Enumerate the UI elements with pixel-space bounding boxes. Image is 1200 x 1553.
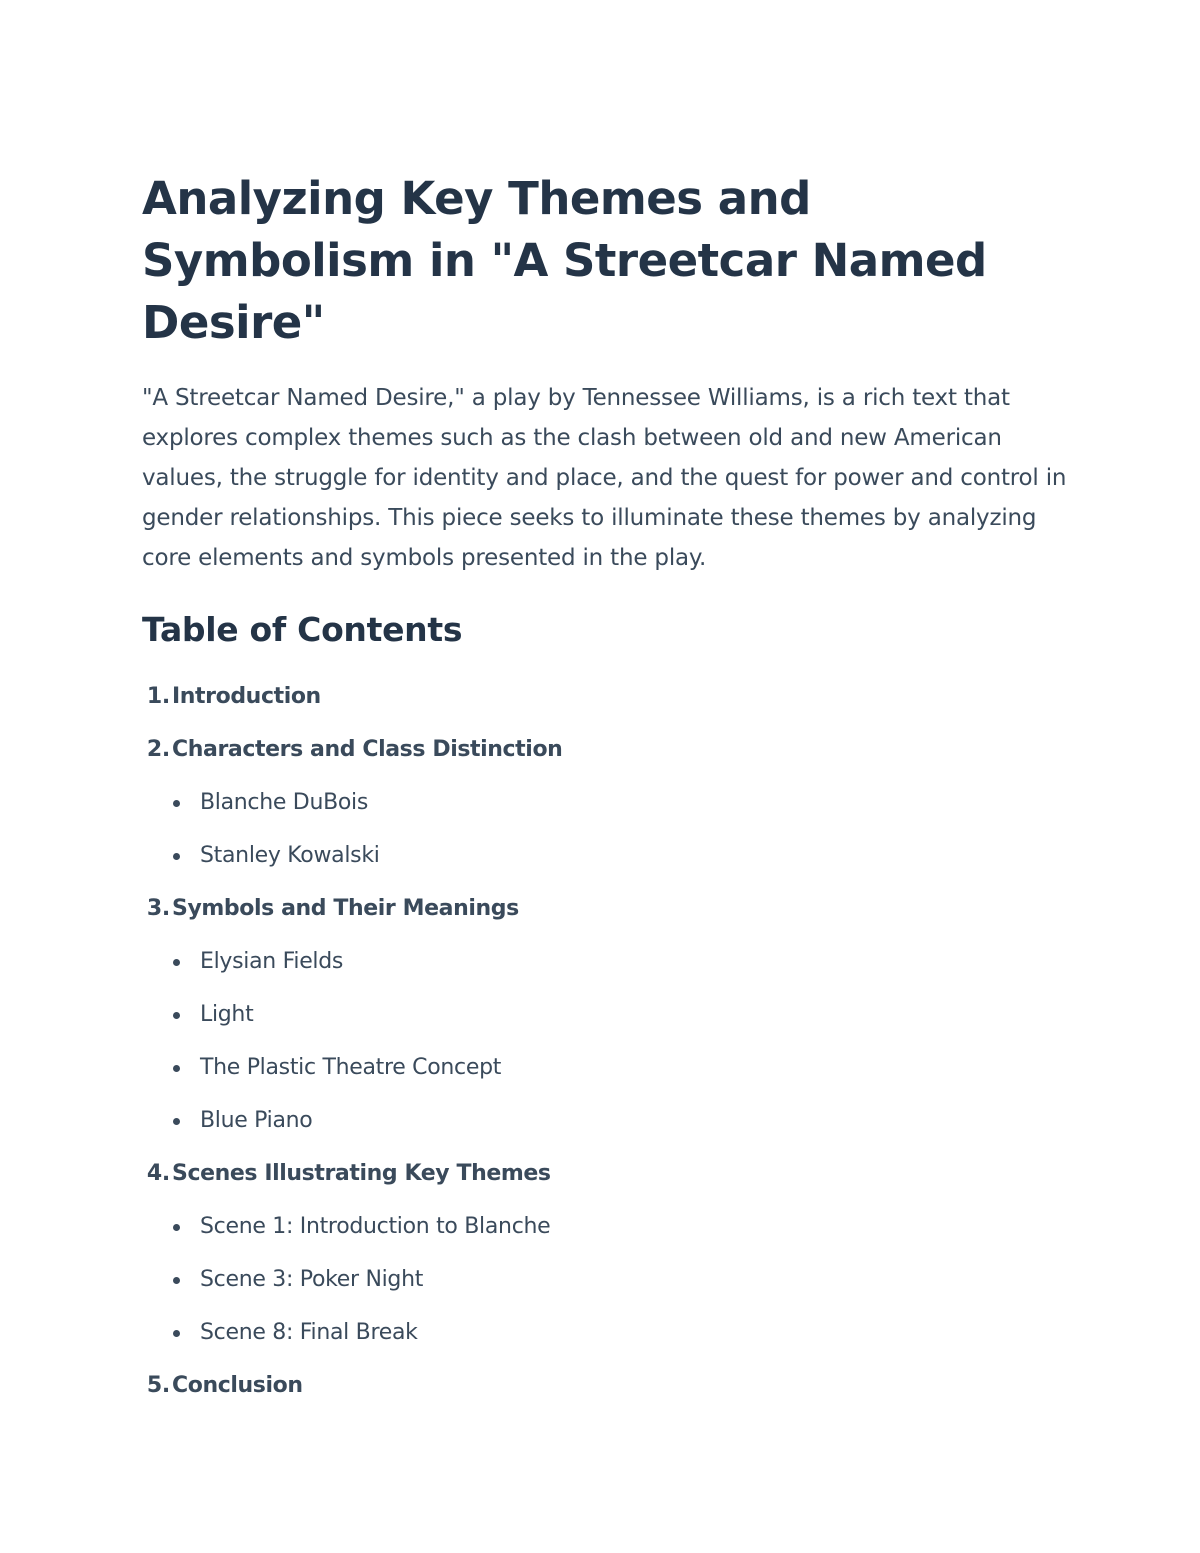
- bullet-icon: [173, 959, 180, 966]
- bullet-icon: [173, 1224, 180, 1231]
- bullet-icon: [173, 1330, 180, 1337]
- toc-subitem: [142, 1104, 1072, 1138]
- toc-item-number: 4.: [146, 1161, 170, 1186]
- toc-sublist-characters: [142, 786, 1072, 873]
- table-of-contents: [142, 680, 1072, 1403]
- toc-subitem: [142, 839, 1072, 873]
- toc-sublink-scene-3[interactable]: Scene 3: Poker Night: [200, 1267, 424, 1292]
- toc-subitem: [142, 1051, 1072, 1085]
- toc-item-characters: [142, 733, 1072, 873]
- toc-item-conclusion: [142, 1369, 1072, 1403]
- toc-sublink-stanley[interactable]: Stanley Kowalski: [200, 843, 380, 868]
- toc-link-characters[interactable]: Characters and Class Distinction: [172, 737, 563, 762]
- toc-subitem: [142, 1316, 1072, 1350]
- bullet-icon: [173, 853, 180, 860]
- toc-heading: Table of Contents: [142, 610, 463, 649]
- toc-subitem: [142, 945, 1072, 979]
- toc-sublink-blanche[interactable]: Blanche DuBois: [200, 790, 369, 815]
- toc-subitem: [142, 1263, 1072, 1297]
- toc-link-introduction[interactable]: Introduction: [172, 684, 321, 709]
- toc-sublink-elysian-fields[interactable]: Elysian Fields: [200, 949, 344, 974]
- toc-item-symbols: [142, 892, 1072, 1138]
- toc-sublist-symbols: [142, 945, 1072, 1138]
- toc-item-introduction: [142, 680, 1072, 714]
- toc-sublink-blue-piano[interactable]: Blue Piano: [200, 1108, 313, 1133]
- toc-item-number: 1.: [146, 684, 170, 709]
- toc-link-symbols[interactable]: Symbols and Their Meanings: [172, 896, 519, 921]
- toc-item-number: 2.: [146, 737, 170, 762]
- bullet-icon: [173, 1277, 180, 1284]
- bullet-icon: [173, 1012, 180, 1019]
- toc-item-scenes: [142, 1157, 1072, 1350]
- toc-sublist-scenes: [142, 1210, 1072, 1350]
- toc-subitem: [142, 786, 1072, 820]
- toc-item-number: 5.: [146, 1373, 170, 1398]
- toc-link-conclusion[interactable]: Conclusion: [172, 1373, 303, 1398]
- toc-link-scenes[interactable]: Scenes Illustrating Key Themes: [172, 1161, 551, 1186]
- bullet-icon: [173, 1118, 180, 1125]
- toc-subitem: [142, 998, 1072, 1032]
- page-title: Analyzing Key Themes and Symbolism in "A Streetcar Named Desire": [142, 172, 987, 349]
- bullet-icon: [173, 1065, 180, 1072]
- toc-sublink-plastic-theatre[interactable]: The Plastic Theatre Concept: [200, 1055, 502, 1080]
- bullet-icon: [173, 800, 180, 807]
- toc-subitem: [142, 1210, 1072, 1244]
- toc-sublink-scene-1[interactable]: Scene 1: Introduction to Blanche: [200, 1214, 551, 1239]
- toc-sublink-scene-8[interactable]: Scene 8: Final Break: [200, 1320, 418, 1345]
- toc-item-number: 3.: [146, 896, 170, 921]
- document-page: [142, 168, 1072, 1422]
- intro-paragraph: "A Streetcar Named Desire," a play by Tennessee Williams, is a rich text that explores complex themes such as the clash between old and new American values, the struggle for identity and place, and the quest for power and control in gender relationships. This piece seeks to illuminate these themes by analyzing core elements and symbols presented in the play.: [142, 385, 1067, 571]
- toc-sublink-light[interactable]: Light: [200, 1002, 254, 1027]
